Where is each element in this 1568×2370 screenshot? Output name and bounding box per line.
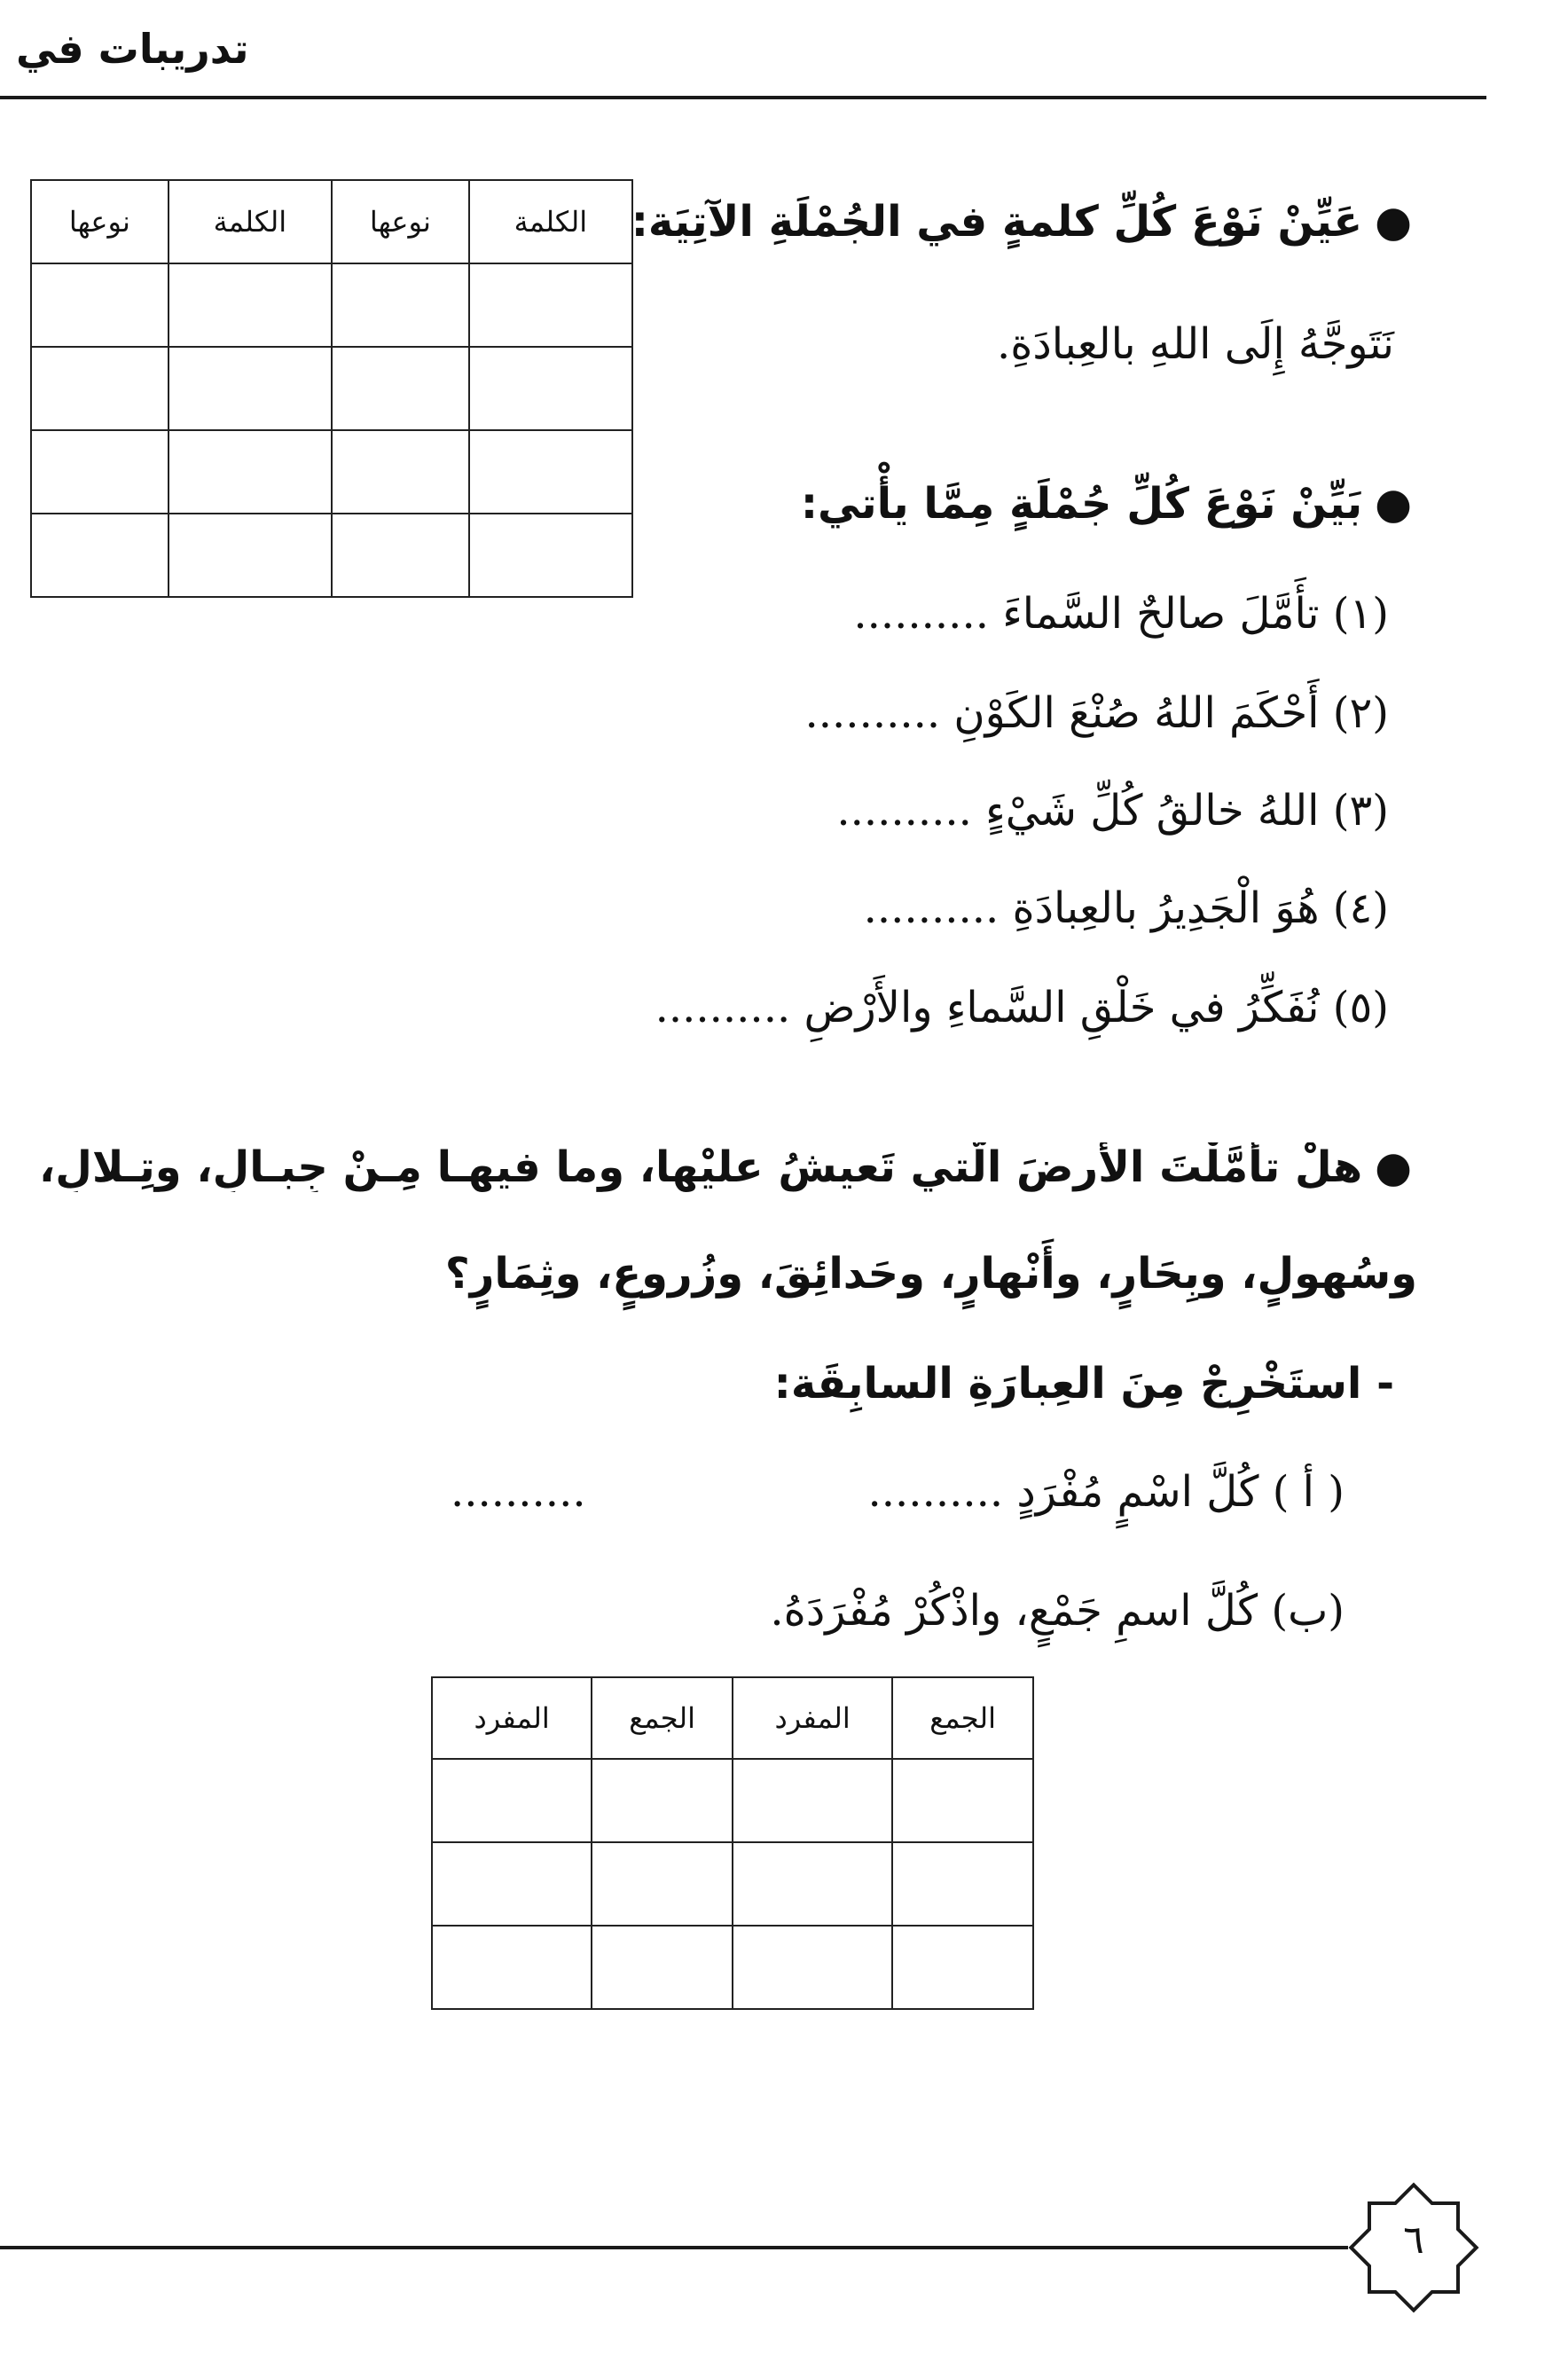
q1-prompt [631,197,1412,247]
q2-item-3: (٣) اللهُ خالقُ كُلِّ شَيْءٍ .......... [836,786,1389,836]
answer-cell[interactable] [733,1759,892,1842]
answer-cell[interactable] [332,430,469,514]
q3-line-1-text: هلْ تأمَّلْتَ الأرضَ الَّتي تَعيشُ عليْها، وما فيهـا مِـنْ جِبـالٍ، وتِـلالٍ، [39,1142,1363,1192]
answer-cell[interactable] [31,263,169,347]
footer-rule [0,2246,1348,2249]
q2-item-4: (٤) هُوَ الْجَدِيرُ بالعِبادَةِ .......... [863,883,1389,933]
answer-cell[interactable] [169,347,332,430]
header-rule [0,96,1486,99]
answer-cell[interactable] [169,514,332,597]
answer-cell[interactable] [892,1759,1033,1842]
q3-line-2: وسُهولٍ، وبِحَارٍ، وأَنْهارٍ، وحَدائِقَ، وزُروعٍ، وثِمَارٍ؟ [444,1249,1417,1299]
answer-cell[interactable] [469,514,632,597]
q2-item-5: (٥) نُفَكِّرُ في خَلْقِ السَّماءِ والأَرْضِ .......... [655,983,1389,1032]
bullet-icon: ● [1375,479,1412,529]
q2-item-2: (٢) أَحْكَمَ اللهُ صُنْعَ الكَوْنِ .......... [804,688,1389,738]
singular-plural-table [431,1676,1034,2010]
q2-item-1: (١) تأَمَّلَ صالحٌ السَّماءَ .......... [853,589,1389,639]
table1-header: الكلمة [169,180,332,263]
table1-header: نوعها [31,180,169,263]
q1-prompt-text: عَيِّنْ نَوْعَ كُلِّ كلمةٍ في الجُمْلَةِ الآتِيَة: [631,197,1363,247]
table1-header: نوعها [332,180,469,263]
answer-cell[interactable] [592,1759,733,1842]
answer-cell[interactable] [469,347,632,430]
q1-sentence: نَتَوجَّهُ إِلَى اللهِ بالعِبادَةِ. [996,319,1394,369]
table-row [31,263,632,347]
answer-cell[interactable] [432,1926,592,2009]
answer-cell[interactable] [31,347,169,430]
table-row [31,347,632,430]
answer-cell[interactable] [432,1759,592,1842]
answer-cell[interactable] [592,1842,733,1926]
table-row [31,514,632,597]
table2-header: الجمع [592,1677,733,1759]
page-header-title: تدريبات في [16,25,249,73]
answer-cell[interactable] [31,430,169,514]
bullet-icon: ● [1375,197,1412,247]
answer-cell[interactable] [169,263,332,347]
q3-line-1 [11,1142,1412,1192]
answer-cell[interactable] [892,1926,1033,2009]
table1-header: الكلمة [469,180,632,263]
page-number: ٦ [1403,2217,1424,2263]
bullet-icon: ● [1375,1142,1412,1192]
table2-header: المفرد [432,1677,592,1759]
answer-cell[interactable] [469,263,632,347]
q2-prompt [801,479,1412,529]
answer-cell[interactable] [332,263,469,347]
answer-cell[interactable] [892,1842,1033,1926]
answer-cell[interactable] [432,1842,592,1926]
q3-part-a: ( أ ) كُلَّ اسْمٍ مُفْرَدٍ .......... [867,1467,1345,1517]
word-type-table [30,179,633,598]
table2-header: الجمع [892,1677,1033,1759]
answer-cell[interactable] [469,430,632,514]
answer-cell[interactable] [31,514,169,597]
table-row [31,430,632,514]
answer-cell[interactable] [733,1926,892,2009]
answer-cell[interactable] [733,1842,892,1926]
answer-cell[interactable] [169,430,332,514]
q3-part-b: (ب) كُلَّ اسمِ جَمْعٍ، واذْكُرْ مُفْرَدَهُ. [770,1586,1345,1636]
answer-cell[interactable] [332,514,469,597]
answer-cell[interactable] [332,347,469,430]
table2-header: المفرد [733,1677,892,1759]
answer-cell[interactable] [592,1926,733,2009]
q3-sub-instruction: - استَخْرِجْ مِنَ العِبارَةِ السابِقَة: [773,1359,1394,1409]
table-row [432,1926,1033,2009]
q3-part-a-blank: .......... [451,1467,586,1517]
table-row [432,1759,1033,1842]
q2-prompt-text: بَيِّنْ نَوْعَ كُلِّ جُمْلَةٍ مِمَّا يأْتي: [800,479,1363,529]
table-row [432,1842,1033,1926]
